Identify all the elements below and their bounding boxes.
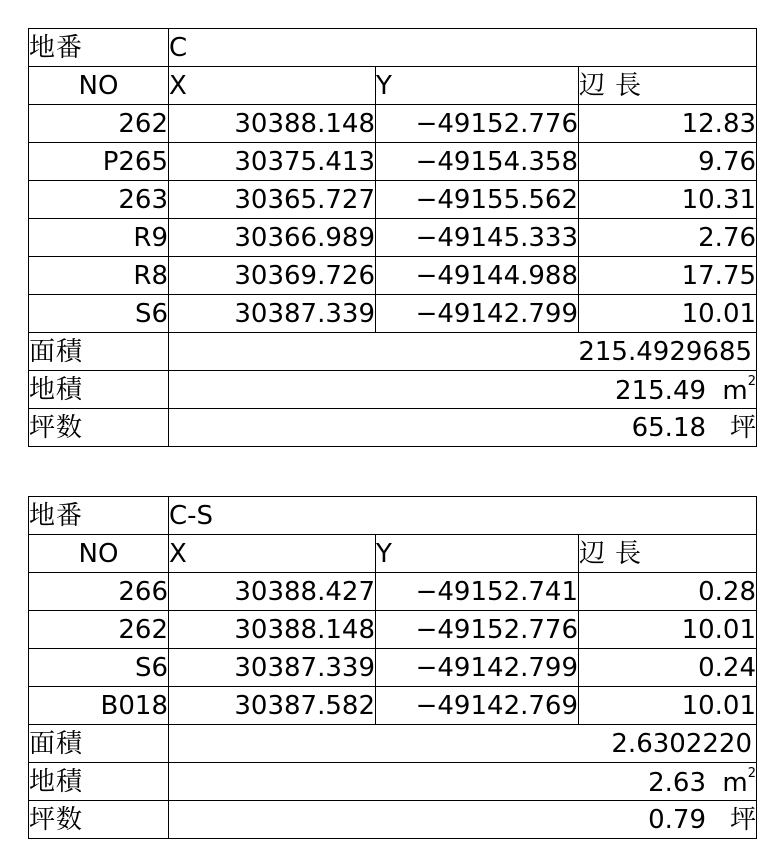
land-area-label: 地積 <box>29 763 169 801</box>
tsubo-label: 坪数 <box>29 801 169 839</box>
point-no: S6 <box>29 649 169 687</box>
tsubo-unit: 坪 <box>729 804 756 835</box>
lot-row <box>29 29 757 67</box>
point-no: 263 <box>29 181 169 219</box>
table-row <box>29 105 757 143</box>
side-length: 10.01 <box>579 611 757 649</box>
header-x: X <box>169 535 376 573</box>
x-coordinate: 30365.727 <box>169 181 376 219</box>
x-coordinate: 30387.339 <box>169 649 376 687</box>
header-row <box>29 67 757 105</box>
table-row <box>29 143 757 181</box>
header-no: NO <box>29 535 169 573</box>
header-length: 辺長 <box>579 535 757 573</box>
x-coordinate: 30388.148 <box>169 611 376 649</box>
y-coordinate: −49142.769 <box>376 687 579 725</box>
header-y: Y <box>376 67 579 105</box>
side-length: 0.24 <box>579 649 757 687</box>
point-no: 262 <box>29 105 169 143</box>
tsubo-value: 65.18 <box>631 412 707 443</box>
area-row <box>29 725 757 763</box>
square-meter-unit: $m^2$ <box>722 374 757 406</box>
y-coordinate: −49144.988 <box>376 257 579 295</box>
area-label: 面積 <box>29 725 169 763</box>
side-length: 10.31 <box>579 181 757 219</box>
side-length: 12.83 <box>579 105 757 143</box>
header-length: 辺長 <box>579 67 757 105</box>
land-area-value: 2.63 <box>648 768 706 798</box>
y-coordinate: −49142.799 <box>376 649 579 687</box>
side-length: 10.01 <box>579 687 757 725</box>
table-row <box>29 687 757 725</box>
lot-label: 地番 <box>29 29 169 67</box>
x-coordinate: 30366.989 <box>169 219 376 257</box>
x-coordinate: 30387.582 <box>169 687 376 725</box>
header-row <box>29 535 757 573</box>
survey-table-c-s <box>28 496 757 839</box>
table-row <box>29 649 757 687</box>
point-no: R9 <box>29 219 169 257</box>
y-coordinate: −49142.799 <box>376 295 579 333</box>
lot-row <box>29 497 757 535</box>
x-coordinate: 30375.413 <box>169 143 376 181</box>
side-length: 0.28 <box>579 573 757 611</box>
land-area-label: 地積 <box>29 371 169 409</box>
header-y: Y <box>376 535 579 573</box>
x-coordinate: 30369.726 <box>169 257 376 295</box>
area-row <box>29 333 757 371</box>
y-coordinate: −49152.776 <box>376 105 579 143</box>
area-label: 面積 <box>29 333 169 371</box>
y-coordinate: −49155.562 <box>376 181 579 219</box>
y-coordinate: −49145.333 <box>376 219 579 257</box>
land-area-row <box>29 371 757 409</box>
side-length: 9.76 <box>579 143 757 181</box>
table-row <box>29 611 757 649</box>
survey-table-c <box>28 28 757 447</box>
tsubo-value: 0.79 <box>648 804 706 835</box>
land-area-cell <box>169 763 757 801</box>
table-row <box>29 295 757 333</box>
table-row <box>29 257 757 295</box>
square-meter-unit: $m^2$ <box>722 766 756 798</box>
point-no: 266 <box>29 573 169 611</box>
side-length: 10.01 <box>579 295 757 333</box>
lot-value: C-S <box>169 497 757 535</box>
table-row <box>29 219 757 257</box>
table-row <box>29 181 757 219</box>
point-no: R8 <box>29 257 169 295</box>
side-length: 2.76 <box>579 219 757 257</box>
area-value: 2.6302220 <box>169 725 757 763</box>
x-coordinate: 30388.148 <box>169 105 376 143</box>
lot-label: 地番 <box>29 497 169 535</box>
x-coordinate: 30387.339 <box>169 295 376 333</box>
land-area-cell <box>169 371 757 409</box>
tsubo-row <box>29 801 757 839</box>
side-length: 17.75 <box>579 257 757 295</box>
table-row <box>29 573 757 611</box>
area-value: 215.4929685 <box>169 333 757 371</box>
tsubo-row <box>29 409 757 447</box>
point-no: S6 <box>29 295 169 333</box>
header-x: X <box>169 67 376 105</box>
tsubo-cell <box>169 409 757 447</box>
tsubo-label: 坪数 <box>29 409 169 447</box>
point-no: B018 <box>29 687 169 725</box>
point-no: 262 <box>29 611 169 649</box>
tsubo-unit: 坪 <box>730 412 757 443</box>
x-coordinate: 30388.427 <box>169 573 376 611</box>
y-coordinate: −49154.358 <box>376 143 579 181</box>
y-coordinate: −49152.776 <box>376 611 579 649</box>
tsubo-cell <box>169 801 757 839</box>
header-no: NO <box>29 67 169 105</box>
lot-value: C <box>169 29 757 67</box>
land-area-value: 215.49 <box>615 376 707 406</box>
y-coordinate: −49152.741 <box>376 573 579 611</box>
point-no: P265 <box>29 143 169 181</box>
land-area-row <box>29 763 757 801</box>
